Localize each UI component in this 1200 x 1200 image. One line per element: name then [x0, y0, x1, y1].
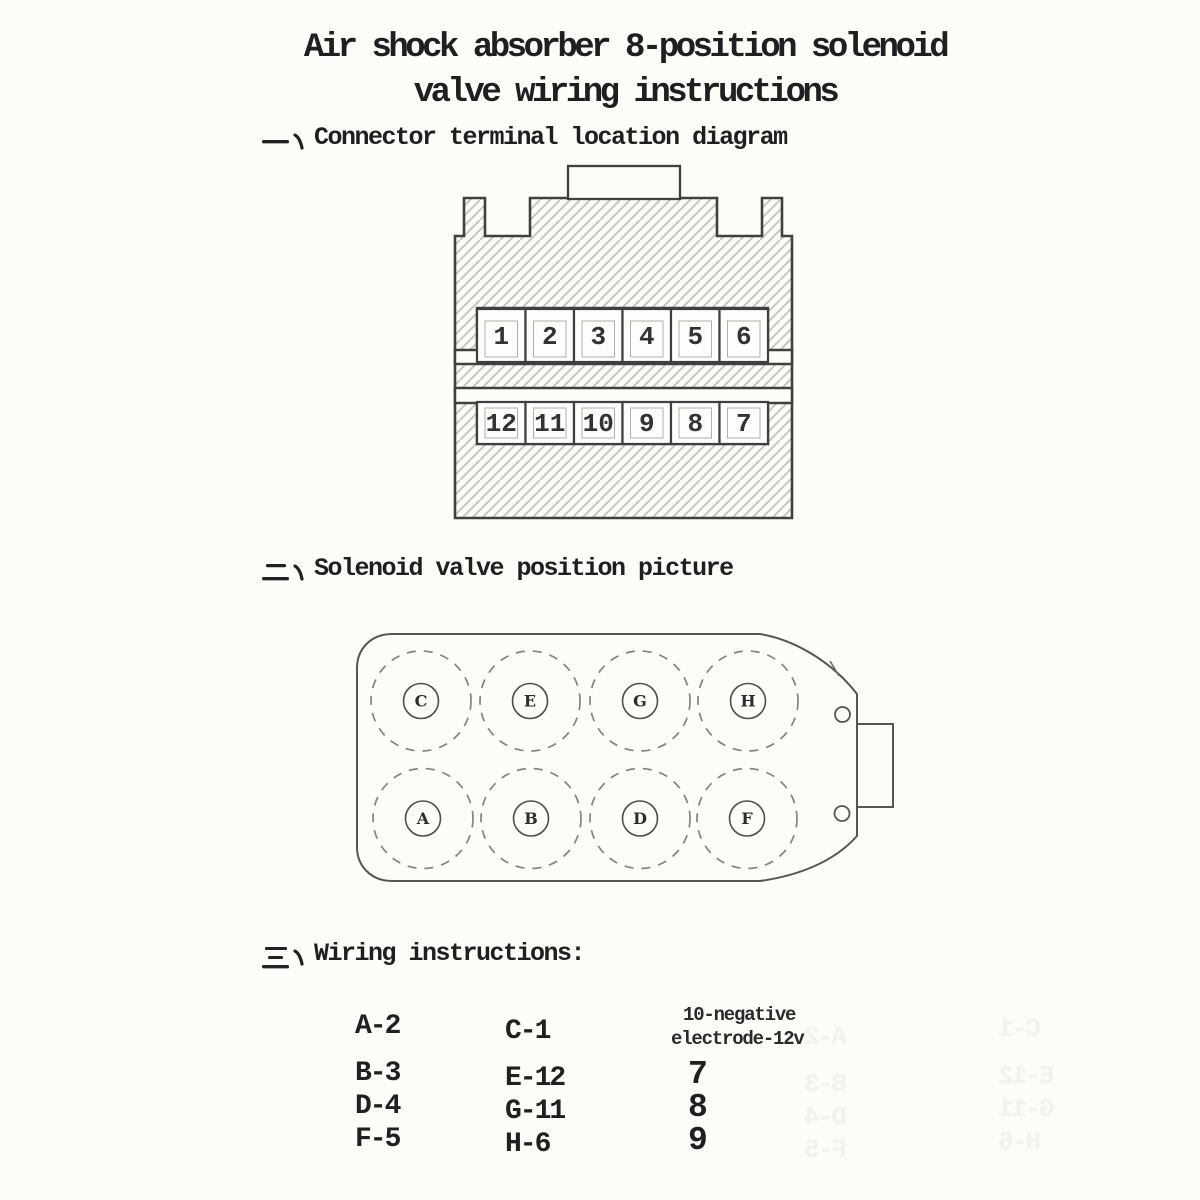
terminal-cell — [526, 309, 575, 362]
wiring-pair: D-4 — [355, 1091, 400, 1122]
terminal-cell — [574, 402, 623, 444]
mounting-hole-top — [835, 707, 850, 722]
terminal-cell — [720, 402, 769, 444]
wiring-pair: G-11 — [505, 1096, 565, 1127]
bleed-through-text: F-5 — [806, 1135, 847, 1165]
terminal-cell — [477, 309, 526, 362]
solenoid-valve-diagram — [345, 620, 905, 900]
bleed-through-text: A-2 — [806, 1022, 847, 1052]
bleed-through-text: E-12 — [1000, 1061, 1055, 1091]
terminal-number: 10 — [582, 409, 614, 439]
terminal-number: 5 — [687, 322, 704, 352]
bleed-through-text: H-6 — [1000, 1127, 1041, 1157]
section-one-heading — [262, 122, 787, 155]
terminal-number: 12 — [485, 409, 517, 439]
valve-mounting-tab — [856, 724, 893, 807]
cjk-numeral-one-icon — [262, 129, 308, 155]
solenoid-label: A — [416, 809, 430, 828]
solenoid-label: D — [633, 809, 647, 828]
terminal-number: 7 — [735, 409, 752, 439]
bleed-through-text: G-11 — [1000, 1094, 1055, 1124]
mounting-hole-bottom — [835, 806, 850, 821]
terminal-cell — [623, 309, 672, 362]
terminal-number: 8 — [687, 409, 704, 439]
solenoid-label: E — [523, 691, 537, 711]
wiring-pair: E-12 — [505, 1063, 565, 1094]
wiring-terminal-value: 8 — [688, 1089, 708, 1126]
terminal-number: 2 — [541, 322, 558, 352]
wiring-pair: H-6 — [505, 1129, 550, 1160]
negative-electrode-note-line-2: electrode-12v — [671, 1028, 804, 1050]
wiring-pair: A-2 — [355, 1011, 400, 1042]
section-two-label: Solenoid valve position picture — [314, 554, 733, 583]
solenoid-label: C — [414, 691, 428, 711]
section-three-label: Wiring instructions: — [314, 939, 585, 968]
bleed-through-text: D-4 — [806, 1102, 847, 1132]
valve-body-outline — [357, 634, 857, 881]
terminal-number: 1 — [493, 322, 510, 352]
solenoid-label: H — [740, 691, 756, 711]
solenoid-label: G — [633, 691, 647, 711]
terminal-number: 3 — [590, 322, 607, 352]
wiring-terminal-value: 7 — [688, 1056, 708, 1093]
wiring-pair: F-5 — [355, 1124, 400, 1155]
terminal-number: 11 — [534, 409, 566, 439]
connector-top-tab — [568, 166, 680, 199]
section-one-label: Connector terminal location diagram — [314, 123, 787, 152]
negative-electrode-note-line-1: 10-negative — [683, 1004, 796, 1026]
wiring-pair: C-1 — [505, 1016, 550, 1047]
title-line-2: valve wiring instructions — [413, 74, 837, 112]
wiring-pair: B-3 — [355, 1058, 400, 1089]
terminal-cell — [574, 309, 623, 362]
cjk-numeral-two-icon — [262, 560, 308, 586]
section-three-heading — [262, 938, 584, 971]
bleed-through-text: C-1 — [1000, 1014, 1041, 1044]
terminal-cell — [526, 402, 575, 444]
wiring-table — [0, 1004, 1200, 1178]
page-title — [0, 26, 1200, 116]
title-line-1: Air shock absorber 8-position solenoid — [303, 29, 947, 67]
solenoid-label: B — [524, 809, 538, 828]
cjk-numeral-three-icon — [262, 945, 308, 971]
connector-terminal-diagram — [440, 155, 810, 530]
terminal-cell — [671, 402, 720, 444]
section-two-heading — [262, 553, 733, 586]
terminal-number: 6 — [735, 322, 752, 352]
terminal-cell — [477, 402, 526, 444]
terminal-cell — [720, 309, 769, 362]
wiring-terminal-value: 9 — [688, 1122, 708, 1159]
terminal-cell — [623, 402, 672, 444]
solenoid-label: F — [741, 809, 753, 828]
terminal-number: 4 — [638, 322, 655, 352]
bleed-through-text: B-3 — [806, 1069, 847, 1099]
terminal-cell — [671, 309, 720, 362]
terminal-number: 9 — [638, 409, 655, 439]
